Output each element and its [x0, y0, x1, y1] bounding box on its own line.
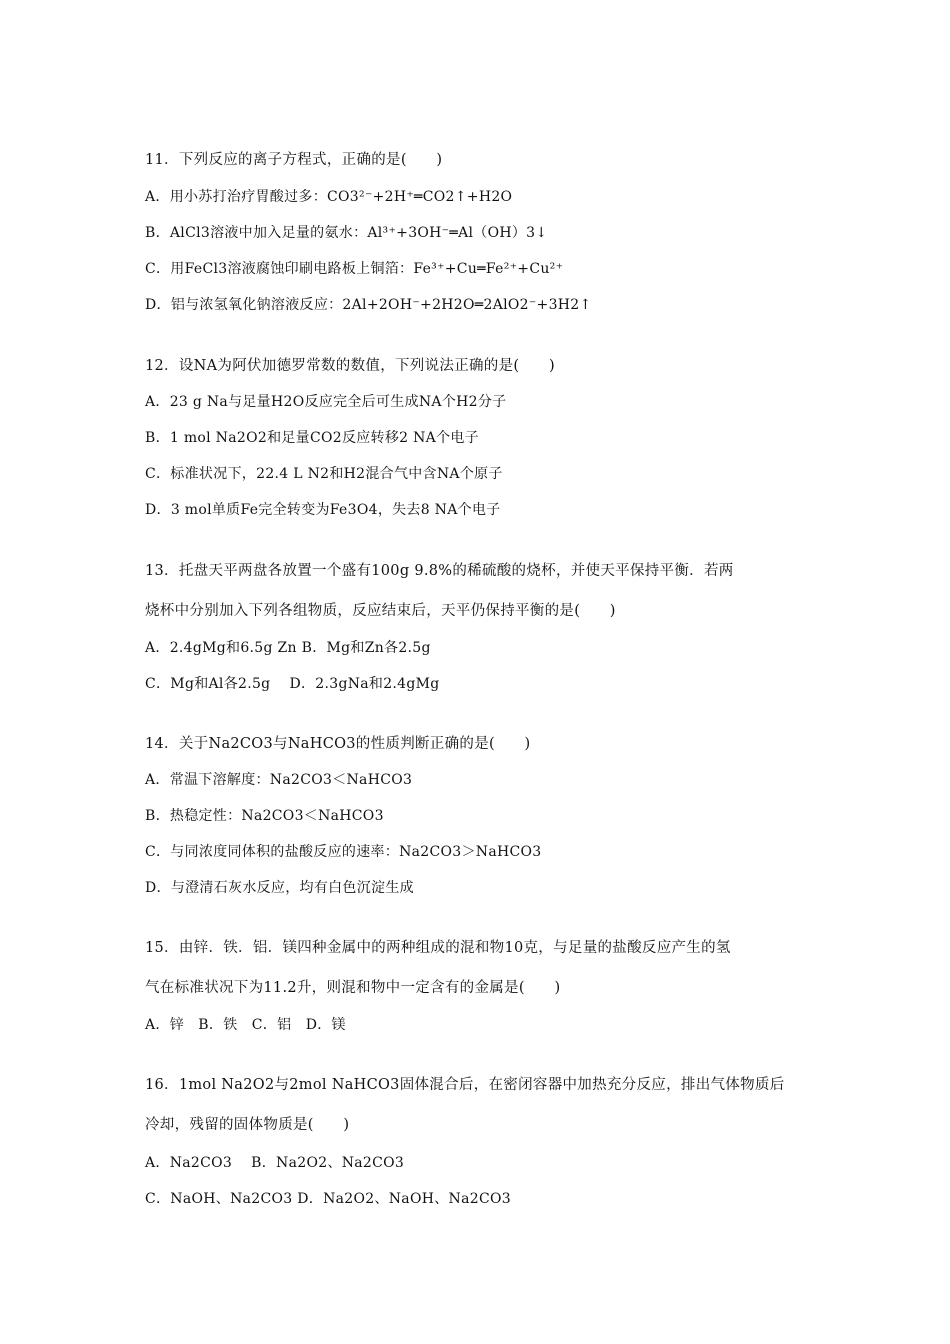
option-a: A．常温下溶解度：Na2CO3＜NaHCO3	[145, 772, 413, 788]
question-stem: 14．关于Na2CO3与NaHCO3的性质判断正确的是( )	[145, 736, 531, 752]
option-b: B．AlCl3溶液中加入足量的氨水：Al³⁺+3OH⁻═Al（OH）3↓	[145, 225, 548, 241]
option-row-cd: C．Mg和Al各2.5g D．2.3gNa和2.4gMg	[145, 676, 440, 692]
option-c: C．与同浓度同体积的盐酸反应的速率：Na2CO3＞NaHCO3	[145, 844, 542, 860]
option-b: B．1 mol Na2O2和足量CO2反应转移2 NA个电子	[145, 430, 479, 446]
option-d: D．3 mol单质Fe完全转变为Fe3O4，失去8 NA个电子	[145, 502, 501, 518]
question-stem-line-2: 烧杯中分别加入下列各组物质，反应结束后，天平仍保持平衡的是( )	[145, 603, 616, 619]
option-a: A．用小苏打治疗胃酸过多：CO3²⁻+2H⁺═CO2↑+H2O	[145, 189, 513, 205]
option-row-cd: C．NaOH、Na2CO3 D．Na2O2、NaOH、Na2CO3	[145, 1191, 511, 1207]
question-stem-line-2: 气在标准状况下为11.2升，则混和物中一定含有的金属是( )	[145, 980, 561, 996]
question-stem-line-2: 冷却，残留的固体物质是( )	[145, 1117, 350, 1133]
option-c: C．标准状况下，22.4 L N2和H2混合气中含NA个原子	[145, 466, 503, 482]
option-row-ab: A．2.4gMg和6.5g Zn B．Mg和Zn各2.5g	[145, 640, 431, 656]
question-stem-line-1: 13．托盘天平两盘各放置一个盛有100g 9.8%的稀硫酸的烧杯，并使天平保持平衡．若两	[145, 563, 734, 579]
question-stem: 11．下列反应的离子方程式，正确的是( )	[145, 152, 443, 168]
question-stem: 12．设NA为阿伏加德罗常数的数值，下列说法正确的是( )	[145, 358, 555, 374]
option-c: C．用FeCl3溶液腐蚀印刷电路板上铜箔：Fe³⁺+Cu═Fe²⁺+Cu²⁺	[145, 261, 564, 277]
option-b: B．热稳定性：Na2CO3＜NaHCO3	[145, 808, 384, 824]
option-d: D．铝与浓氢氧化钠溶液反应：2Al+2OH⁻+2H2O═2AlO2⁻+3H2↑	[145, 297, 592, 313]
question-stem-line-1: 15．由锌．铁．铝．镁四种金属中的两种组成的混和物10克，与足量的盐酸反应产生的氢	[145, 940, 731, 956]
option-row: A．锌 B．铁 C．铝 D．镁	[145, 1017, 346, 1033]
option-row-ab: A．Na2CO3 B．Na2O2、Na2CO3	[145, 1155, 405, 1171]
option-a: A．23 g Na与足量H2O反应完全后可生成NA个H2分子	[145, 394, 507, 410]
question-stem-line-1: 16．1mol Na2O2与2mol NaHCO3固体混合后，在密闭容器中加热充分反应，排出气体物质后	[145, 1077, 785, 1093]
option-d: D．与澄清石灰水反应，均有白色沉淀生成	[145, 880, 414, 896]
